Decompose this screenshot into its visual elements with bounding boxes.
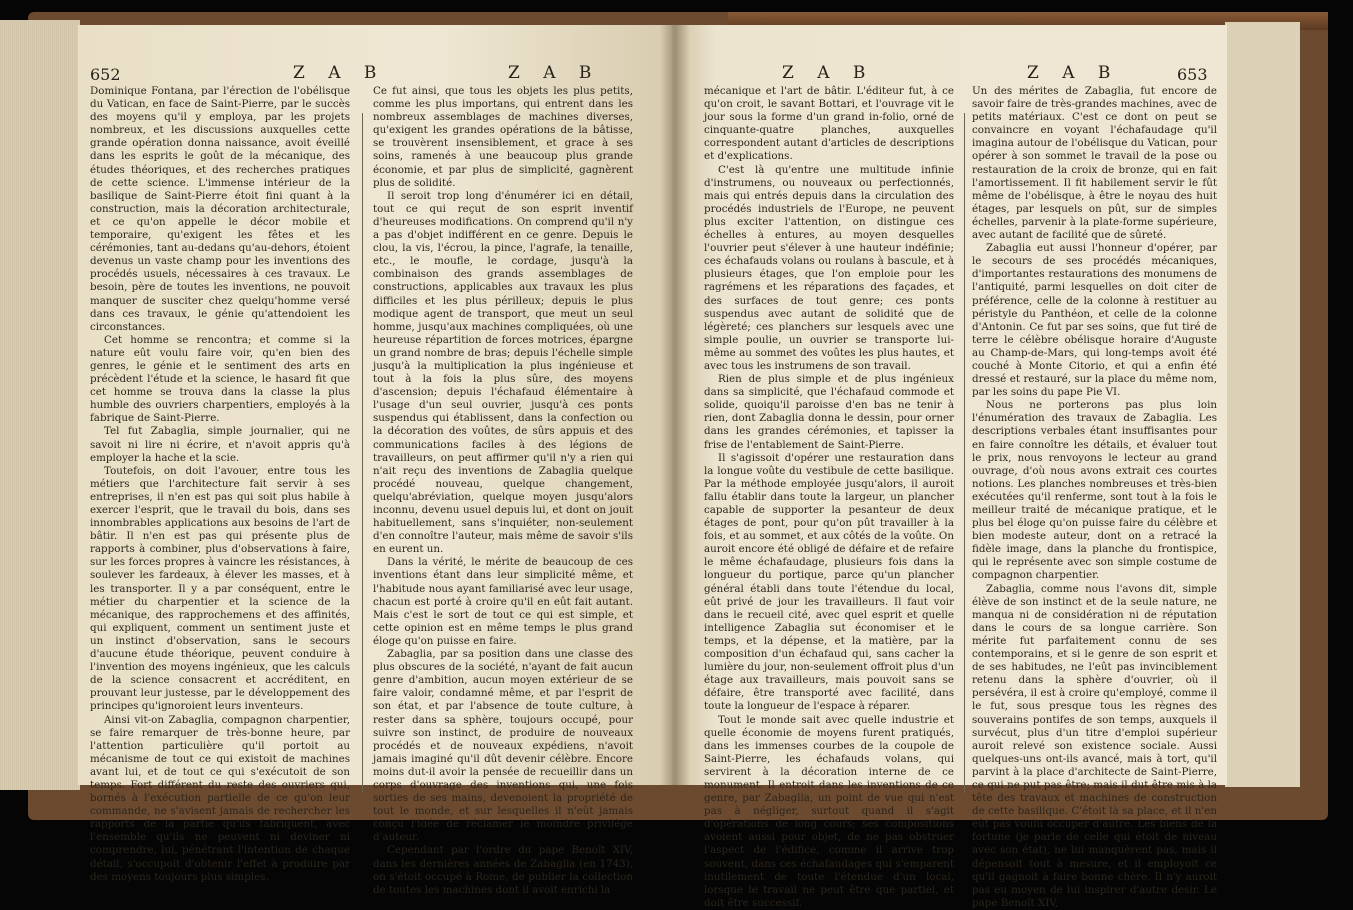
paragraph: Zabaglia, comme nous l'avons dit, simple élève de son instinct et de la seule nature, ne manqua ni de considération ni de réputation dans le cours de sa longue carrière. Son mérite fut parfaitement connu de ses contemporains, et si le genre de son esprit et de ses habitudes, ne l'eût pas invinciblement retenu dans la sphère d'ouvrier, où il persévéra, il est à croire qu'employé, comme il le fut, sous presque tous les règnes des souverains pontifes de son temps, auxquels il survécut, plus d'un titre d'emploi supérieur auroit relevé son existence sociale. Aussi quelques-uns ont-ils avancé, mais à tort, qu'il parvint à la place d'architecte de Saint-Pierre, ce qui ne put pas être; mais il dut être mis à la tête des travaux et machines de construction de cette basilique. C'étoit là sa place, et il n'en eût pas voulu occuper d'autre. Les biens de la fortune (je parle de celle qui étoit de niveau avec son état), ne lui manquèrent pas, mais il dépensoit tout à mesure, et il employoit ce qu'il gagnoit à faire bonne chère. Il n'y auroit pas eu moyen de lui inspirer d'autre desir. Le pape Benoît XIV,	[972, 582, 1217, 909]
paragraph: mécanique et l'art de bâtir. L'éditeur fut, à ce qu'on croit, le savant Bottari, et l'ouvrage vit le jour sous la forme d'un grand in-folio, orné de cinquante-quatre planches, auxquelles correspondent autant d'articles de descriptions et d'explications.	[704, 85, 954, 163]
paragraph: Tel fut Zabaglia, simple journalier, qui ne savoit ni lire ni écrire, et n'avoit appris qu'à employer la hache et la scie.	[90, 425, 350, 464]
page-header-left-col2: Z A B	[508, 63, 601, 83]
page-header-right-col2: Z A B	[1027, 63, 1120, 83]
paragraph: C'est là qu'entre une multitude infinie d'instrumens, ou nouveaux ou perfectionnés, mais qui entrés depuis dans la circulation des procédés industriels de l'Europe, ne peuvent plus exciter l'attention, on distingue ces échelles à entures, au moyen desquelles l'ouvrier peut s'élever à une hauteur indéfinie; ces échafauds volans ou roulans à bascule, et à plusieurs étages, que l'on emploie pour les ragrémens et les réparations des façades, et des surfaces de tout genre; ces ponts suspendus avec autant de solidité que de légèreté; ces planchers sur lesquels avec une simple poulie, un ouvrier se transporte lui-même au sommet des voûtes les plus hautes, et avec tous les instrumens de son travail.	[704, 163, 954, 372]
text-column-4	[972, 85, 1217, 910]
paragraph: Zabaglia, par sa position dans une classe des plus obscures de la société, n'ayant de fait aucun genre d'ambition, aucun moyen extérieur de se faire valoir, condamné même, et par l'esprit de son état, et par l'absence de toute culture, à rester dans sa sphère, toujours occupé, pour suivre son instinct, de produire de nouveaux procédés et de nouveaux expédiens, n'avoit jamais imaginé qu'il dût devenir célèbre. Encore moins dut-il avoir la pensée de recueillir dans un corps d'ouvrage des inventions qui, une fois sorties de ses mains, devenoient la propriété de tout le monde, et sur lesquelles il n'eût jamais conçu l'idée de réclamer le moindre privilège d'auteur.	[373, 648, 633, 844]
paragraph: Dominique Fontana, par l'érection de l'obélisque du Vatican, en face de Saint-Pierre, par le succès des moyens qu'il y employa, par les projets nombreux, et les discussions auxquelles cette grande opération donna naissance, avoit éveillé dans les esprits le goût de la mécanique, des études théoriques, et des recherches pratiques de cette science. L'immense intérieur de la basilique de Saint-Pierre étoit fini quant à la construction, mais la décoration architecturale, et ce qu'on appelle le décor mobile et temporaire, qu'exigent les fêtes et les cérémonies, tant au-dedans qu'au-dehors, étoient devenus un vaste champ pour les inventions des procédés usuels, nécessaires à ces travaux. Le besoin, père de toutes les inventions, ne pouvoit manquer de susciter chez quelqu'homme versé dans ces travaux, le génie qu'attendoient les circonstances.	[90, 85, 350, 333]
paragraph: Ce fut ainsi, que tous les objets les plus petits, comme les plus importans, qui entrent dans les nombreux assemblages de machines diverses, qu'exigent les grandes opérations de la bâtisse, se trouvèrent insensiblement, et grace à ses soins, ramenés à une beaucoup plus grande économie, et par plus de simplicité, gagnèrent plus de solidité.	[373, 85, 633, 189]
page-stack-right	[1225, 22, 1300, 787]
paragraph: Zabaglia eut aussi l'honneur d'opérer, par le secours de ses procédés mécaniques, d'importantes restaurations des monumens de l'antiquité, parmi lesquelles on doit citer de préférence, celle de la colonne à restituer au péristyle du Panthéon, et celle de la colonne d'Antonin. Ce fut par ses soins, que fut tiré de terre le célèbre obélisque horaire d'Auguste au Champ-de-Mars, qui long-temps avoit été couché à Monte Citorio, et qui a enfin été dressé et restauré, sur la place du même nom, par les soins du pape Pie VI.	[972, 242, 1217, 399]
column-rule	[964, 113, 965, 793]
paragraph: Toutefois, on doit l'avouer, entre tous les métiers que l'architecture fait servir à ses entreprises, il n'en est pas qui soit plus habile à exercer l'esprit, que le travail du bois, dans ses innombrables applications aux besoins de l'art de bâtir. Il n'en est pas qui présente plus de rapports à combiner, plus d'observations à faire, sur les forces propres à vaincre les résistances, à soulever les fardeaux, à élever les masses, et à les transporter. Il y a par conséquent, entre le métier du charpentier et la science de la mécanique, des rapprochemens et des affinités, qui expliquent, comment un sentiment juste et un instinct d'observation, sans le secours d'aucune étude théorique, peuvent conduire à l'invention des moyens ingénieux, que les calculs de la science consacrent et accréditent, en prouvant leur justesse, par le développement des principes qu'ignoroient leurs inventeurs.	[90, 464, 350, 713]
paragraph: Il s'agissoit d'opérer une restauration dans la longue voûte du vestibule de cette basilique. Par la méthode employée jusqu'alors, il auroit fallu établir dans toute la largeur, un plancher capable de supporter la pesanteur de deux étages de pont, pour qu'on pût travailler à la fois, et au sommet, et aux côtés de la voûte. On auroit encore été obligé de défaire et de refaire le même échafaudage, plusieurs fois dans la longueur du portique, parce qu'un plancher général établi dans toute l'étendue du local, eût privé de jour les travailleurs. Il faut voir dans le recueil cité, avec quel esprit et quelle intelligence Zabaglia sut économiser et le temps, et la dépense, et la matière, par la composition d'un échafaud qui, sans cacher la lumière du jour, non-seulement offroit plus d'un étage aux travailleurs, mais pouvoit sans se défaire, être transporté avec facilité, dans toute la longueur de l'espace à réparer.	[704, 451, 954, 713]
left-page	[78, 25, 678, 896]
paragraph: Rien de plus simple et de plus ingénieux dans sa simplicité, que l'échafaud commode et solide, quoiqu'il paroisse d'en bas ne tenir à rien, dont Zabaglia donna le dessin, pour orner dans les grandes cérémonies, et tapisser la frise de l'entablement de Saint-Pierre.	[704, 373, 954, 451]
paragraph: Cet homme se rencontra; et comme si la nature eût voulu faire voir, qu'en bien des genres, le génie et le sentiment des arts en précèdent l'étude et la science, le hasard fit que cet homme se trouva dans la classe la plus humble des ouvriers charpentiers, employés à la fabrique de Saint-Pierre.	[90, 333, 350, 425]
paragraph: Ainsi vit-on Zabaglia, compagnon charpentier, se faire remarquer de très-bonne heure, par l'attention particulière qu'il portoit au mécanisme de tout ce qui existoit de machines avant lui, et de tout ce qui s'exécutoit de son temps. Fort différent du reste des ouvriers qui, bornés à l'exécution partielle de ce qu'on leur commande, ne s'avisent jamais de rechercher les rapports de la partie qu'ils fabriquent, avec l'ensemble qu'ils ne peuvent ni deviner ni comprendre, lui, pénétrant l'intention de chaque détail, s'occupoit d'obtenir l'effet à produire par des moyens toujours plus simples.	[90, 713, 350, 883]
text-column-2	[373, 85, 633, 897]
paragraph: Cependant par l'ordre du pape Benoît XIV, dans les dernières années de Zabaglia (en 1743), on s'étoit occupé à Rome, de publier la collection de toutes les machines dont il avoit enrichi la	[373, 844, 633, 896]
page-header-right-col1: Z A B	[782, 63, 875, 83]
page-header-left-col1: Z A B	[293, 63, 386, 83]
paragraph: Nous ne porterons pas plus loin l'énumération des travaux de Zabaglia. Les descriptions verbales étant insuffisantes pour en faire connoître les détails, et évaluer tout le prix, nous renvoyons le lecteur au grand ouvrage, d'où nous avons extrait ces courtes notions. Les planches nombreuses et très-bien exécutées qu'il renferme, sont tout à la fois le meilleur traité de mécanique pratique, et le plus bel éloge qu'on puisse faire du célèbre et bien modeste auteur, dont on a retracé la fidèle image, dans la planche du frontispice, qui le représente avec son simple costume de compagnon charpentier.	[972, 399, 1217, 582]
page-number: 652	[90, 65, 121, 84]
text-column-1	[90, 85, 350, 884]
column-rule	[362, 113, 363, 793]
book-gutter	[660, 25, 690, 785]
page-stack-left	[0, 20, 80, 790]
paragraph: Un des mérites de Zabaglia, fut encore de savoir faire de très-grandes machines, avec de petits matériaux. C'est ce dont on peut se convaincre en voyant l'échafaudage qu'il imagina autour de l'obélisque du Vatican, pour opérer à son sommet le travail de la pose ou restauration de la croix de bronze, qui en fait l'amortissement. Il fit habilement servir le fût même de l'obélisque, à être le noyau des huit étages, par lesquels on pût, sur de simples échelles, parvenir à la plate-forme supérieure, avec autant de facilité que de sûreté.	[972, 85, 1217, 242]
page-number: 653	[1177, 65, 1208, 84]
right-page	[672, 25, 1227, 909]
paragraph: Dans la vérité, le mérite de beaucoup de ces inventions étant dans leur simplicité même, et l'habitude nous ayant familiarisé avec leur usage, chacun est porté à croire qu'il en eût fait autant. Mais c'est le sort de tout ce qui est simple, et cette opinion est en même temps le plus grand éloge qu'on puisse en faire.	[373, 556, 633, 647]
paragraph: Il seroit trop long d'énumérer ici en détail, tout ce qui reçut de son esprit inventif d'heureuses modifications. On comprend qu'il n'y a pas d'objet indifférent en ce genre. Depuis le clou, la vis, l'écrou, la pince, l'agrafe, la tenaille, etc., le moufle, le cordage, jusqu'à la combinaison des grands assemblages de constructions, applicables aux travaux les plus difficiles et les plus périlleux; depuis le plus modique agent de transport, que meut un seul homme, jusqu'aux machines compliquées, où une heureuse répartition de forces motrices, épargne un grand nombre de bras; depuis l'échelle simple jusqu'à la multiplication la plus ingénieuse et tout à la fois la plus sûre, des moyens d'ascension; depuis l'échafaud élémentaire à l'usage d'un seul ouvrier, jusqu'à ces ponts suspendus qui établissent, dans la confection ou la décoration des voûtes, de sûrs appuis et des communications faciles à des légions de travailleurs, on peut affirmer qu'il n'y a rien qui n'ait reçu des inventions de Zabaglia quelque procédé nouveau, quelque changement, quelqu'abréviation, quelque moyen jusqu'alors inconnu, devenu usuel depuis lui, et dont on jouit habituellement, sans s'inquiéter, non-seulement d'en connoître l'auteur, mais même de savoir s'ils en eurent un.	[373, 189, 633, 556]
paragraph: Tout le monde sait avec quelle industrie et quelle économie de moyens furent pratiqués, dans les immenses courbes de la coupole de Saint-Pierre, les échafauds volans, qui servirent à la décoration interne de ce monument. Il entroit dans les inventions de ce genre, par Zabaglia, un point de vue qui n'est pas à négliger, surtout quand il s'agit d'opérations de long cours; ses compositions avoient aussi pour objet, de ne pas obstruer l'aspect de l'édifice, comme il arrive trop souvent, dans ces échafaudages qui s'emparent inutilement de toute l'étendue d'un local, lorsque le travail ne peut être que partiel, et doit être successif.	[704, 713, 954, 909]
text-column-3	[704, 85, 954, 910]
